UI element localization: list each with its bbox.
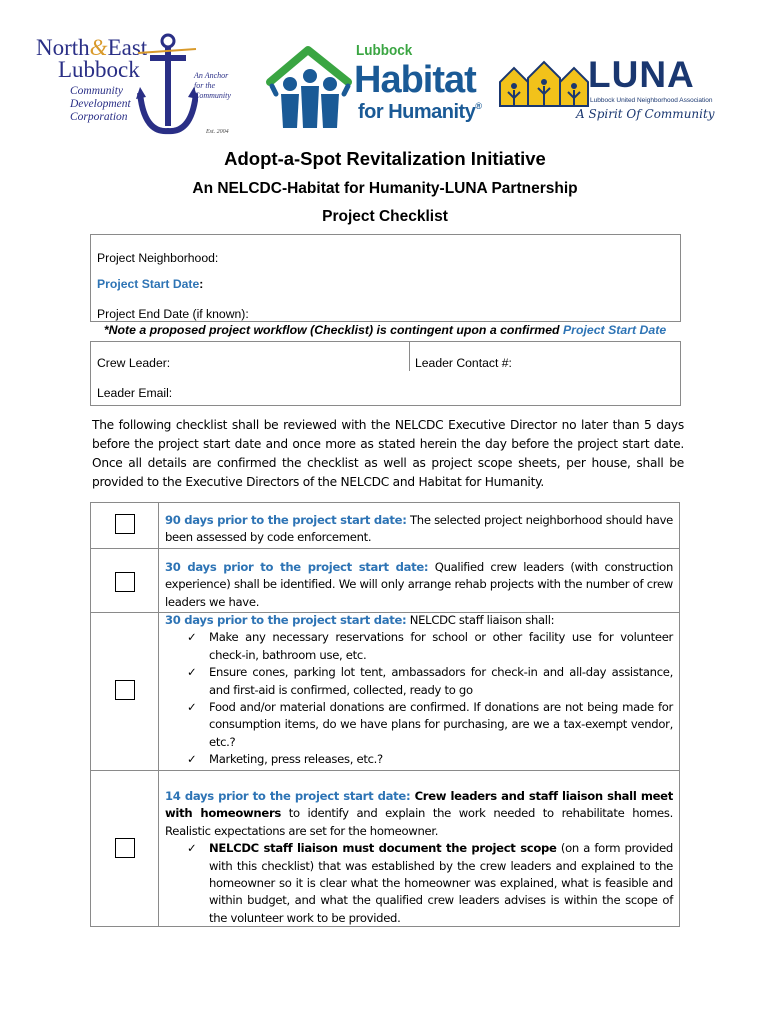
habitat-logo-for-humanity (358, 101, 481, 124)
checklist-item-text: Qualified crew leaders (with construction experience) shall be identified. We will only arrange rehab projects with the number of crew leaders we have. (165, 560, 673, 609)
habitat-logo (262, 40, 484, 132)
workflow-note-highlight: Project Start Date (562, 323, 667, 337)
registered-mark: ® (475, 101, 482, 111)
checklist-item-heading: 90 days prior to the project start date: (165, 513, 407, 527)
luna-logo-subtitle: Lubbock United Neighborhood Association (590, 97, 713, 104)
liaison-task (187, 664, 673, 699)
workflow-note-text: *Note a proposed project workflow (Checklist) is contingent upon a confirmed (103, 323, 563, 337)
scope-task-bold: NELCDC staff liaison must document the project scope (209, 841, 557, 856)
checkbox-30-days-liaison[interactable] (115, 680, 135, 700)
checklist-item-text: to identify and explain the work needed to rehabilitate homes. Realistic expectations are set for the homeowner. (165, 806, 673, 838)
anchor-icon (136, 33, 198, 139)
checkbox-30-days-crew[interactable] (115, 572, 135, 592)
luna-houses-icon (498, 60, 590, 108)
page-subtitle: An NELCDC-Habitat for Humanity-LUNA Partnership (192, 180, 578, 197)
nelcdc-tag-2: for the (194, 81, 216, 90)
check-mark-icon: ✓ (187, 630, 197, 645)
crew-box-divider (409, 342, 410, 371)
scope-task (187, 840, 673, 927)
project-start-date-text: Project Start Date (97, 277, 200, 291)
scope-task-list (165, 840, 673, 927)
habitat-house-icon (264, 46, 354, 130)
check-mark-icon: ✓ (187, 841, 197, 856)
nelcdc-anchor-tagline (194, 71, 231, 101)
check-mark-icon: ✓ (187, 665, 197, 680)
crew-info-box (90, 341, 681, 406)
project-start-date-label (97, 277, 203, 291)
habitat-logo-habitat: Habitat (354, 59, 476, 101)
checklist-item-heading: 30 days prior to the project start date: (165, 560, 429, 574)
liaison-task-text: Ensure cones, parking lot tent, ambassadors for check-in and all-day assistance, and first-aid is confirmed, collected, ready to go (209, 665, 673, 697)
checklist-item-90-days (165, 512, 673, 547)
checkbox-14-days[interactable] (115, 838, 135, 858)
luna-logo-word: LUNA (588, 54, 695, 95)
page-title: Adopt-a-Spot Revitalization Initiative (224, 148, 546, 169)
habitat-logo-lubbock: Lubbock (356, 42, 413, 59)
nelcdc-tag-3: Community (194, 91, 231, 100)
nelcdc-est: Est. 2004 (206, 129, 229, 135)
habitat-logo-for-humanity-text: for Humanity (358, 101, 476, 123)
crew-leader-label: Crew Leader: (97, 356, 171, 370)
liaison-task-text: Marketing, press releases, etc.? (209, 752, 383, 767)
nelcdc-logo-word-lubbock: Lubbock (58, 57, 140, 82)
checklist-column-divider (158, 502, 159, 927)
checklist-item-text: NELCDC staff liaison shall: (406, 613, 555, 627)
project-info-box (90, 234, 681, 322)
nelcdc-sub-2: Development (70, 98, 131, 110)
nelcdc-logo-subtitle (70, 85, 131, 124)
checklist-item-text: The selected project neighborhood should have been assessed by code enforcement. (165, 513, 673, 545)
leader-contact-label: Leader Contact #: (415, 356, 512, 370)
checklist-item-heading: 14 days prior to the project start date: (165, 789, 411, 803)
leader-email-label: Leader Email: (97, 386, 173, 400)
workflow-note (0, 323, 770, 337)
nelcdc-sub-3: Corporation (70, 111, 128, 123)
liaison-task (187, 751, 673, 768)
checklist-item-heading: 30 days prior to the project start date: (165, 613, 407, 627)
checklist-row-divider (90, 548, 680, 549)
checklist-item-bold-text: Crew leaders and staff liaison shall meet with homeowners (165, 789, 673, 821)
liaison-task-list (165, 629, 673, 768)
nelcdc-logo-title (36, 37, 147, 81)
checklist-item-30-days-crew (165, 559, 673, 611)
checklist-item-30-days-liaison (165, 612, 673, 769)
nelcdc-logo-word-east: East (107, 35, 148, 60)
liaison-task (187, 629, 673, 664)
liaison-task-text: Food and/or material donations are confirmed. If donations are not being made for consumption items, do we have plans for purchasing, are we a tax-exempt vendor, etc.? (209, 700, 673, 749)
project-neighborhood-label: Project Neighborhood: (97, 251, 219, 265)
intro-paragraph: The following checklist shall be reviewed with the NELCDC Executive Director no later than 5 days before the project start date and once more as stated herein the day before the project start date. Once all details are confirmed the checklist as well as project scope sheets, per house, shall be provided to the Executive Directors of the NELCDC and Habitat for Humanity. (92, 418, 684, 489)
check-mark-icon: ✓ (187, 700, 197, 715)
checklist-row-divider (90, 770, 680, 771)
liaison-task-text: Make any necessary reservations for school or other facility use for volunteer check-in, bathroom use, etc. (209, 630, 673, 662)
checklist-table (90, 502, 680, 927)
nelcdc-sub-1: Community (70, 85, 124, 97)
nelcdc-tag-1: An Anchor (194, 71, 229, 80)
check-mark-icon: ✓ (187, 752, 197, 767)
project-end-date-label: Project End Date (if known): (97, 307, 249, 321)
luna-logo-script: A Spirit Of Community (576, 107, 715, 121)
luna-logo (498, 56, 724, 134)
document-title: Project Checklist (322, 208, 448, 225)
scope-task-text: (on a form provided with this checklist) that was established by the crew leaders and explained to the homeowner so it is clear what the homeowner was explained, what is feasible and within budget, and what the qualified crew leaders advises is within the scope of the volunteer work to be provided. (209, 841, 673, 925)
checkbox-90-days[interactable] (115, 514, 135, 534)
checklist-item-14-days (165, 788, 673, 927)
liaison-task (187, 699, 673, 751)
nelcdc-logo-amp: & (89, 35, 108, 60)
project-start-date-colon: : (199, 277, 204, 291)
nelcdc-logo (36, 33, 246, 143)
nelcdc-logo-word-north: North (36, 35, 90, 60)
